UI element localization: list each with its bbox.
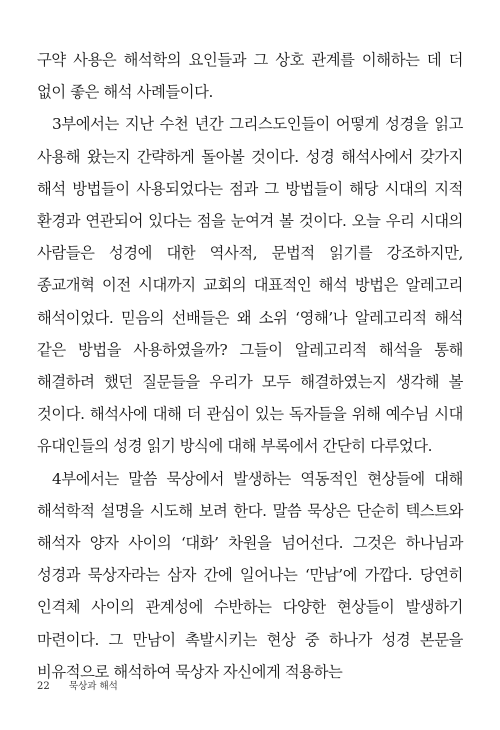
page-footer xyxy=(37,678,118,692)
page-body xyxy=(37,44,463,688)
body-paragraph: 3부에서는 지난 수천 년간 그리스도인들이 어떻게 성경을 읽고 사용해 왔는지 간략하게 돌아볼 것이다. 성경 해석사에서 갖가지 해석 방법들이 사용되었다는 점과 그 방법들이 해당 시대의 지적 환경과 연관되어 있다는 점을 눈여겨 볼 것이다. 오늘 우리 시대의 사람들은 성경에 대한 역사적, 문법적 읽기를 강조하지만, 종교개혁 이전 시대까지 교회의 대표적인 해석 방법은 알레고리 해석이었다. 믿음의 선배들은 왜 소위 ‘영해’나 알레고리적 해석 같은 방법을 사용하였을까? 그들이 알레고리적 해석을 통해 해결하려 했던 질문들을 우리가 모두 해결하였는지 생각해 볼 것이다. 해석사에 대해 더 관심이 있는 독자들을 위해 예수님 시대 유대인들의 성경 읽기 방식에 대해 부록에서 간단히 다루었다. xyxy=(37,115,463,456)
page-number: 22 xyxy=(37,681,50,692)
body-paragraph: 4부에서는 말씀 묵상에서 발생하는 역동적인 현상들에 대해 해석학적 설명을 시도해 보려 한다. 말씀 묵상은 단순히 텍스트와 해석자 양자 사이의 ‘대화’ 차원을 넘어선다. 그것은 하나님과 성경과 묵상자라는 삼자 간에 일어나는 ‘만남’에 가깝다. 당연히 인격체 사이의 관계성에 수반하는 다양한 현상들이 발생하기 마련이다. 그 만남이 촉발시키는 현상 중 하나가 성경 본문을 비유적으로 해석하여 묵상자 자신에게 적용하는 xyxy=(37,469,463,681)
running-title: 묵상과 해석 xyxy=(68,681,118,692)
body-paragraph: 구약 사용은 해석학의 요인들과 그 상호 관계를 이해하는 데 더 없이 좋은 해석 사례들이다. xyxy=(37,51,463,102)
